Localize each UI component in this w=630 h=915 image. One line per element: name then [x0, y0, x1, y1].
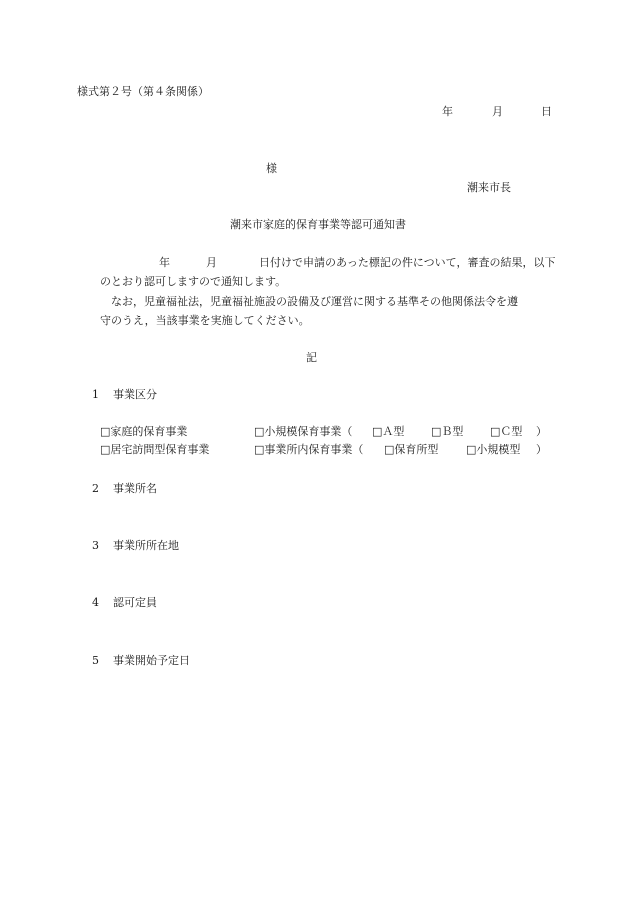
section-number: 2 — [92, 482, 99, 495]
ki-heading: 記 — [306, 351, 317, 364]
checkbox-type-c[interactable]: □Ｃ型 — [490, 425, 523, 438]
section-number: 4 — [92, 596, 99, 609]
checkbox-small-scale-type[interactable]: □小規模型 — [466, 443, 521, 456]
date-year-label: 年 — [442, 105, 453, 118]
body-text-line2: のとおり認可しますので通知します。 — [100, 275, 287, 288]
section-label-business-address: 事業所所在地 — [113, 539, 179, 552]
checkbox-workplace-childcare[interactable]: □事業所内保育事業（ — [254, 443, 364, 456]
section-label-approved-capacity: 認可定員 — [113, 596, 157, 609]
date-month-label: 月 — [492, 105, 503, 118]
checkbox-type-b[interactable]: □Ｂ型 — [431, 425, 464, 438]
checkbox-nursery-type[interactable]: □保育所型 — [384, 443, 439, 456]
closing-paren: ） — [536, 425, 547, 438]
body-month-label: 月 — [206, 256, 217, 269]
section-label-business-name: 事業所名 — [113, 482, 157, 495]
form-number: 様式第２号（第４条関係） — [77, 85, 209, 98]
section-label-business-category: 事業区分 — [113, 388, 157, 401]
checkbox-small-scale-childcare[interactable]: □小規模保育事業（ — [254, 425, 353, 438]
body-text-line1: 日付けで申請のあった標記の件について，審査の結果，以下 — [259, 256, 556, 269]
body-text-line4: 守のうえ，当該事業を実施してください。 — [100, 314, 310, 327]
section-number: 5 — [92, 654, 99, 667]
section-number: 3 — [92, 539, 99, 552]
section-label-planned-start-date: 事業開始予定日 — [113, 654, 190, 667]
addressee-suffix: 様 — [266, 162, 277, 175]
issuer-name: 潮来市長 — [467, 181, 511, 194]
checkbox-home-based-childcare[interactable]: □家庭的保育事業 — [100, 425, 188, 438]
closing-paren: ） — [536, 443, 547, 456]
document-title: 潮来市家庭的保育事業等認可通知書 — [230, 218, 406, 231]
checkbox-type-a[interactable]: □Ａ型 — [372, 425, 405, 438]
date-day-label: 日 — [541, 105, 552, 118]
body-year-label: 年 — [159, 256, 170, 269]
checkbox-home-visit-childcare[interactable]: □居宅訪問型保育事業 — [100, 443, 210, 456]
body-text-line3: なお，児童福祉法，児童福祉施設の設備及び運営に関する基準その他関係法令を遵 — [111, 295, 518, 308]
section-number: 1 — [92, 388, 99, 401]
